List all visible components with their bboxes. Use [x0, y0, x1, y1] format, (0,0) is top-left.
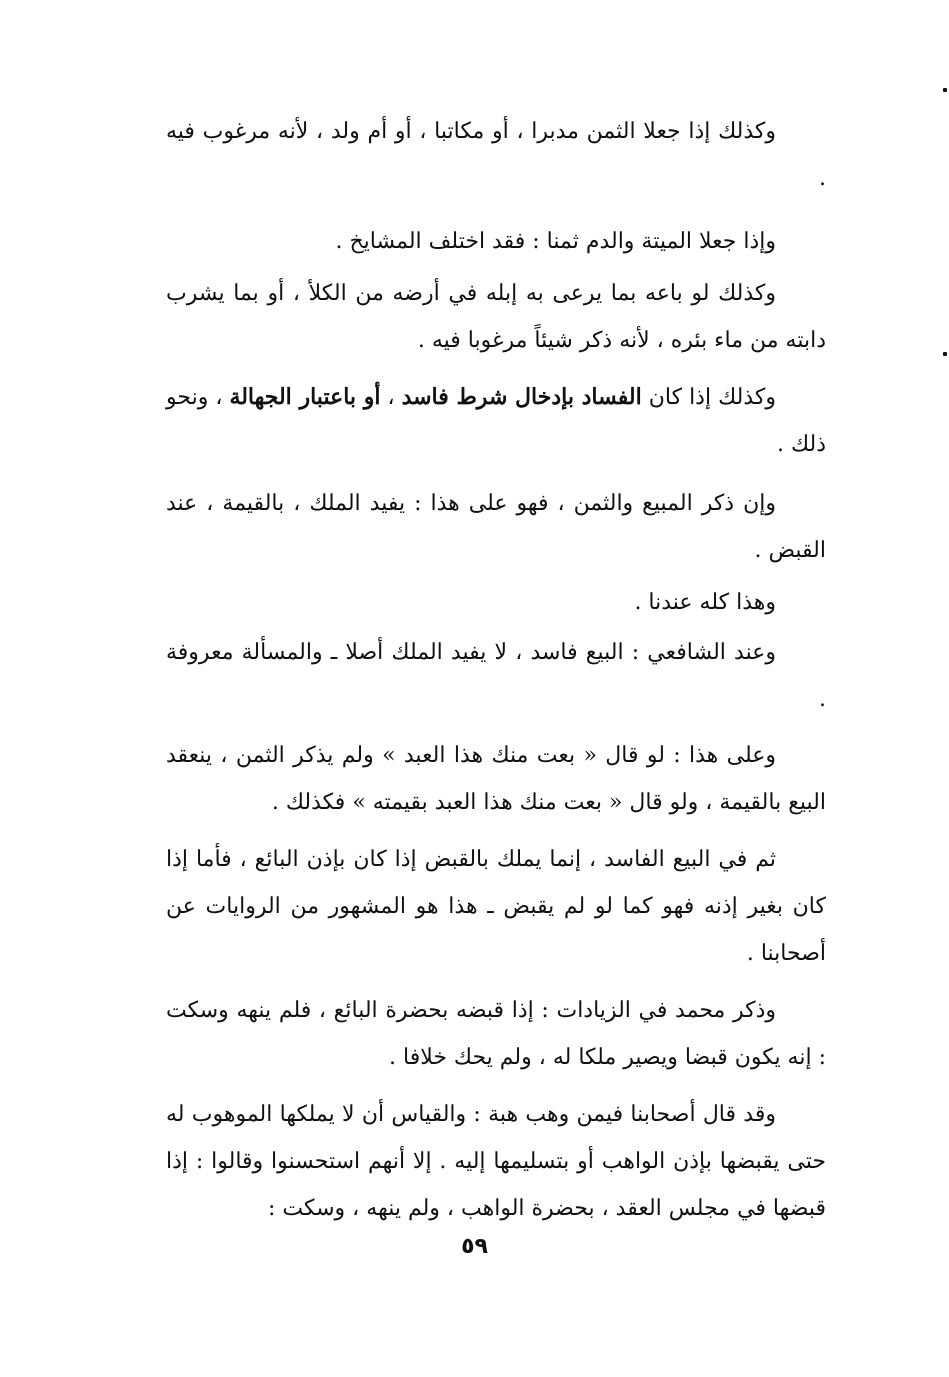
- page-number: ٥٩: [461, 1234, 488, 1259]
- margin-mark-top: [943, 88, 947, 92]
- paragraph-9: ثم في البيع الفاسد ، إنما يملك بالقبض إذا كان بإذن البائع ، فأما إذا كان بغير إذنه فهو كما لو لم يقبض ـ هذا هو المشهور من الروايات عن أصحابنا .: [166, 847, 826, 966]
- paragraph-4-mid: ،: [380, 385, 402, 410]
- page-body: [166, 108, 826, 1232]
- paragraph-4: [166, 374, 826, 468]
- paragraph-1: وكذلك إذا جعلا الثمن مدبرا ، أو مكاتبا ، أو أم ولد ، لأنه مرغوب فيه .: [166, 119, 826, 191]
- paragraph-8: وعلى هذا : لو قال « بعت منك هذا العبد » ولم يذكر الثمن ، ينعقد البيع بالقيمة ، ولو قال « بعت منك هذا العبد بقيمته » فكذلك .: [166, 743, 826, 815]
- paragraph-2: وإذا جعلا الميتة والدم ثمنا : فقد اختلف المشايخ .: [335, 229, 776, 254]
- paragraph-4-bold-2: أو باعتبار الجهالة: [229, 384, 381, 410]
- paragraph-4-pre: وكذلك إذا كان: [641, 385, 776, 410]
- paragraph-7: وعند الشافعي : البيع فاسد ، لا يفيد الملك أصلا ـ والمسألة معروفة .: [166, 640, 826, 712]
- margin-mark-middle: [943, 352, 947, 356]
- paragraph-10: وذكر محمد في الزيادات : إذا قبضه بحضرة البائع ، فلم ينهه وسكت : إنه يكون قبضا ويصير ملكا له ، ولم يحك خلافا .: [166, 998, 826, 1070]
- paragraph-5: وإن ذكر المبيع والثمن ، فهو على هذا : يفيد الملك ، بالقيمة ، عند القبض .: [166, 491, 826, 563]
- paragraph-11: وقد قال أصحابنا فيمن وهب هبة : والقياس أن لا يملكها الموهوب له حتى يقبضها بإذن الواهب أو بتسليمها إليه . إلا أنهم استحسنوا وقالوا : إذا قبضها في مجلس العقد ، بحضرة الواهب ، ولم ينهه ، وسكت :: [166, 1102, 826, 1221]
- paragraph-4-bold-1: الفساد بإدخال شرط فاسد: [401, 384, 642, 410]
- paragraph-4-post: ، ونحو ذلك .: [166, 385, 826, 457]
- paragraph-3: وكذلك لو باعه بما يرعى به إبله في أرضه من الكلأ ، أو بما يشرب دابته من ماء بئره ، لأنه ذكر شيئاً مرغوبا فيه .: [166, 281, 826, 353]
- paragraph-6: وهذا كله عندنا .: [634, 590, 776, 615]
